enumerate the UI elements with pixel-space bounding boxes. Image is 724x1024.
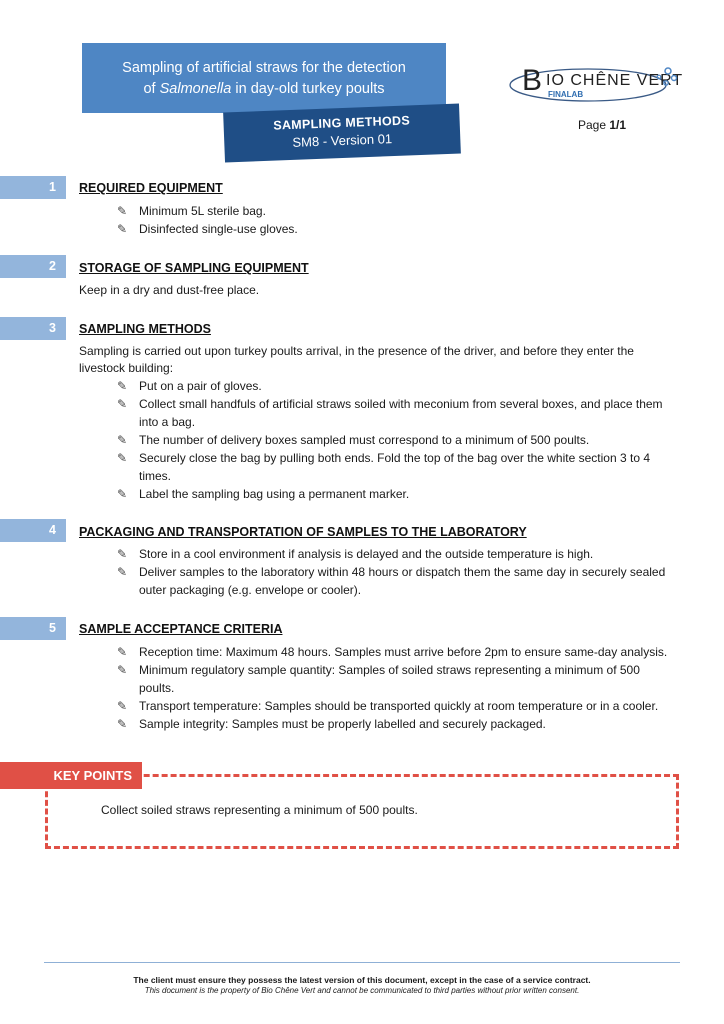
section-5-list [117, 643, 677, 733]
section-4-title: PACKAGING AND TRANSPORTATION OF SAMPLES TO THE LABORATORY [79, 525, 527, 539]
list-item-text: Minimum regulatory sample quantity: Samples of soiled straws representing a minimum of 500 poults. [139, 663, 640, 695]
footer-notice: The client must ensure they possess the latest version of this document, except in the case of a service contract. [133, 975, 591, 985]
footer-property: This document is the property of Bio Chêne Vert and cannot be communicated to third parties without prior written consent. [144, 986, 580, 995]
list-item [117, 563, 677, 599]
list-item [117, 715, 677, 733]
section-2-number: 2 [0, 255, 66, 278]
pencil-icon: ✎ [117, 397, 128, 411]
pencil-icon: ✎ [117, 699, 128, 713]
section-1-title: REQUIRED EQUIPMENT [79, 181, 223, 195]
list-item-text: Transport temperature: Samples should be transported quickly at room temperature or in a cooler. [139, 699, 659, 713]
logo-text: IO CHÊNE VERT [546, 72, 684, 89]
list-item-text: Put on a pair of gloves. [139, 379, 262, 393]
section-1-number: 1 [0, 176, 66, 199]
title-suffix: in day-old turkey poults [231, 81, 385, 97]
list-item [117, 449, 677, 485]
list-item-text: Sample integrity: Samples must be properly labelled and securely packaged. [139, 717, 546, 731]
list-item [117, 395, 677, 431]
pencil-icon: ✎ [117, 379, 128, 393]
list-item-text: Collect small handfuls of artificial straws soiled with meconium from several boxes, and place them into a bag. [139, 397, 663, 429]
list-item [117, 485, 677, 503]
list-item [117, 697, 677, 715]
title-italic: Salmonella [159, 81, 232, 97]
section-3-list [117, 377, 677, 503]
page-number [578, 118, 626, 132]
pencil-icon: ✎ [117, 222, 128, 236]
list-item-text: Securely close the bag by pulling both ends. Fold the top of the bag over the white section 3 to 4 times. [139, 451, 650, 483]
title-prefix: of [143, 81, 160, 97]
list-item-text: Disinfected single-use gloves. [139, 222, 298, 236]
method-title: SAMPLING METHODS [273, 113, 411, 133]
list-item-text: Minimum 5L sterile bag. [139, 204, 266, 218]
pencil-icon: ✎ [117, 663, 128, 677]
pencil-icon: ✎ [117, 645, 128, 659]
pencil-icon: ✎ [117, 487, 128, 501]
pencil-icon: ✎ [117, 717, 128, 731]
section-4-list [117, 545, 677, 599]
pencil-icon: ✎ [117, 547, 128, 561]
list-item-text: Store in a cool environment if analysis is delayed and the outside temperature is high. [139, 547, 594, 561]
list-item [117, 431, 677, 449]
method-banner [223, 103, 461, 162]
pencil-icon: ✎ [117, 451, 128, 465]
method-version: SM8 - Version 01 [292, 131, 393, 150]
list-item-text: Deliver samples to the laboratory within 48 hours or dispatch them the same day in securely sealed outer packaging (e.g. envelope or cooler). [139, 565, 666, 597]
title-line-1: Sampling of artificial straws for the detection [122, 60, 406, 76]
section-3-text: Sampling is carried out upon turkey poults arrival, in the presence of the driver, and before they enter the livestock building: [79, 344, 634, 375]
section-5-title: SAMPLE ACCEPTANCE CRITERIA [79, 622, 283, 636]
section-3-number: 3 [0, 317, 66, 340]
section-1-list [117, 202, 677, 238]
key-points-label: KEY POINTS [0, 762, 142, 789]
footer-divider [44, 962, 680, 963]
list-item-text: Label the sampling bag using a permanent marker. [139, 487, 410, 501]
document-title [82, 43, 446, 113]
list-item [117, 643, 677, 661]
title-line-2 [82, 79, 446, 100]
pencil-icon: ✎ [117, 204, 128, 218]
bio-chene-vert-logo [508, 57, 684, 105]
list-item [117, 661, 677, 697]
list-item [117, 377, 677, 395]
section-2-title: STORAGE OF SAMPLING EQUIPMENT [79, 261, 309, 275]
section-5-number: 5 [0, 617, 66, 640]
page-value: 1/1 [609, 118, 627, 132]
page-label: Page [578, 118, 610, 132]
section-3-title: SAMPLING METHODS [79, 322, 211, 336]
logo-subtext: FINALAB [548, 90, 584, 99]
section-2-text: Keep in a dry and dust-free place. [79, 283, 260, 297]
section-4-number: 4 [0, 519, 66, 542]
list-item [117, 545, 677, 563]
list-item [117, 220, 677, 238]
list-item-text: The number of delivery boxes sampled must correspond to a minimum of 500 poults. [139, 433, 590, 447]
key-points-text: Collect soiled straws representing a minimum of 500 poults. [101, 803, 418, 817]
list-item [117, 202, 677, 220]
list-item-text: Reception time: Maximum 48 hours. Samples must arrive before 2pm to ensure same-day analysis. [139, 645, 668, 659]
pencil-icon: ✎ [117, 433, 128, 447]
logo-letter-b: B [522, 64, 543, 97]
pencil-icon: ✎ [117, 565, 128, 579]
